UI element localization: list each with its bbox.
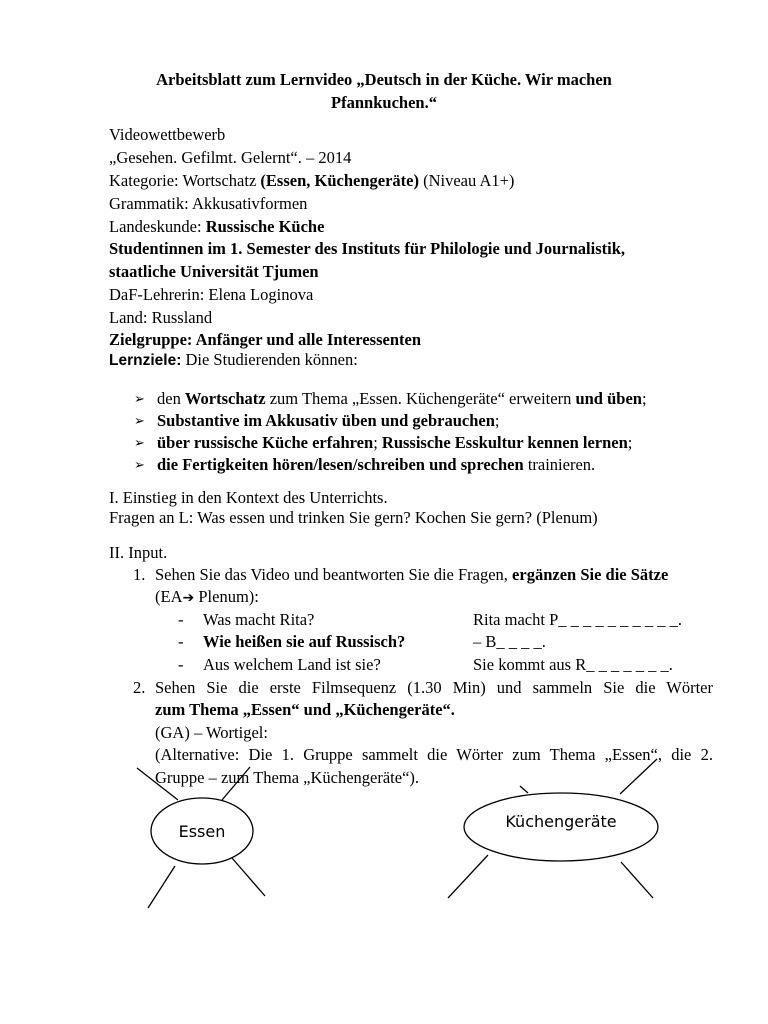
- worksheet-title-line1: Arbeitsblatt zum Lernvideo „Deutsch in der Küche. Wir machen: [156, 70, 612, 89]
- spoke-line: [222, 767, 250, 800]
- goal-bold: die Fertigkeiten hören/lesen/schreiben und sprechen: [157, 455, 524, 474]
- category-topic: (Essen, Küchengeräte): [260, 171, 419, 190]
- competition-label: Videowettbewerb: [109, 125, 226, 144]
- goal-text: ;: [627, 433, 633, 452]
- answer-gap-text: – B_ _ _ _.: [473, 632, 546, 651]
- spoke-line: [232, 858, 265, 896]
- question-text: Wie heißen sie auf Russisch?: [203, 632, 406, 651]
- task2-number: 2.: [133, 678, 146, 697]
- arrow-bullet-icon: ➢: [134, 457, 145, 472]
- goal-text: trainieren.: [523, 455, 596, 474]
- answer-gap-text: Rita macht P_ _ _ _ _ _ _ _ _ _.: [473, 610, 682, 629]
- spoke-line: [137, 768, 178, 800]
- category-level: (Niveau A1+): [418, 171, 515, 190]
- task2-text4: (Alternative: Die 1. Gruppe sammelt die Wörter zum Thema „Essen“, die 2.: [155, 745, 713, 764]
- worksheet-title-line2: Pfannkuchen.“: [331, 93, 437, 112]
- task2-line3: (GA) – Wortigel:: [155, 723, 268, 742]
- country-line: Land: Russland: [109, 308, 213, 327]
- spoke-line: [621, 862, 653, 898]
- task1-number: 1.: [133, 565, 146, 584]
- dash-marker: -: [178, 610, 184, 629]
- dash-marker: -: [178, 655, 184, 674]
- section2-heading: II. Input.: [109, 543, 168, 562]
- students-text2: staatliche Universität Tjumen: [109, 262, 319, 281]
- goal-bold: Wortschatz: [184, 389, 266, 408]
- goals-intro: Die Studierenden können:: [181, 350, 358, 369]
- task2-text1: Sehen Sie die erste Filmsequenz (1.30 Min) und sammeln Sie die Wörter: [155, 678, 713, 697]
- goal-bold: und üben: [575, 389, 642, 408]
- goal-bold: Russische Esskultur kennen lernen: [381, 433, 628, 452]
- task2-text2: zum Thema „Essen“ und „Küchengeräte“.: [155, 700, 455, 719]
- question-text: Was macht Rita?: [203, 610, 315, 629]
- spoke-line: [148, 866, 175, 908]
- question-text: Aus welchem Land ist sie?: [203, 655, 381, 674]
- culture-value: Russische Küche: [205, 217, 325, 236]
- goal-text: den: [157, 389, 185, 408]
- section1-questions: Fragen an L: Was essen und trinken Sie gern? Kochen Sie gern? (Plenum): [109, 508, 598, 527]
- kuechengeraete-label: Küchengeräte: [505, 812, 617, 831]
- students-text1: Studentinnen im 1. Semester des Instituts für Philologie und Journalistik,: [109, 239, 626, 258]
- culture-label: Landeskunde:: [109, 217, 206, 236]
- section1-heading: I. Einstieg in den Kontext des Unterrichts.: [109, 488, 388, 507]
- goal-bold: Substantive im Akkusativ üben und gebrauchen: [157, 411, 495, 430]
- dash-marker: -: [178, 632, 184, 651]
- arrow-bullet-icon: ➢: [134, 413, 145, 428]
- answer-gap-text: Sie kommt aus R_ _ _ _ _ _ _.: [473, 655, 673, 674]
- goal-bold: über russische Küche erfahren: [157, 433, 374, 452]
- spoke-line: [520, 786, 528, 793]
- grammar-line: Grammatik: Akkusativformen: [109, 194, 308, 213]
- goal-text: ;: [494, 411, 500, 430]
- goal-text: ;: [373, 433, 382, 452]
- arrow-bullet-icon: ➢: [134, 435, 145, 450]
- arrow-right-icon: ➔: [182, 590, 195, 606]
- task1-mode-b: Plenum):: [194, 587, 259, 606]
- target-group-text: Zielgruppe: Anfänger und alle Interessenten: [109, 330, 421, 349]
- category-label: Kategorie: Wortschatz: [109, 171, 261, 190]
- task1-instruction: Sehen Sie das Video und beantworten Sie die Fragen,: [155, 565, 513, 584]
- goal-text: ;: [641, 389, 647, 408]
- goals-label: Lernziele:: [109, 352, 182, 369]
- competition-name: „Gesehen. Gefilmt. Gelernt“. – 2014: [109, 148, 352, 167]
- goal-text: zum Thema „Essen. Küchengeräte“ erweitern: [265, 389, 576, 408]
- teacher-line: DaF-Lehrerin: Elena Loginova: [109, 285, 314, 304]
- essen-label: Essen: [178, 822, 226, 841]
- task1-bold: ergänzen Sie die Sätze: [512, 565, 669, 584]
- arrow-bullet-icon: ➢: [134, 391, 145, 406]
- spoke-line: [448, 855, 488, 898]
- spoke-line: [620, 759, 657, 794]
- task2-line5: Gruppe – zum Thema „Küchengeräte“).: [155, 768, 420, 787]
- task1-mode-a: (EA: [155, 587, 183, 606]
